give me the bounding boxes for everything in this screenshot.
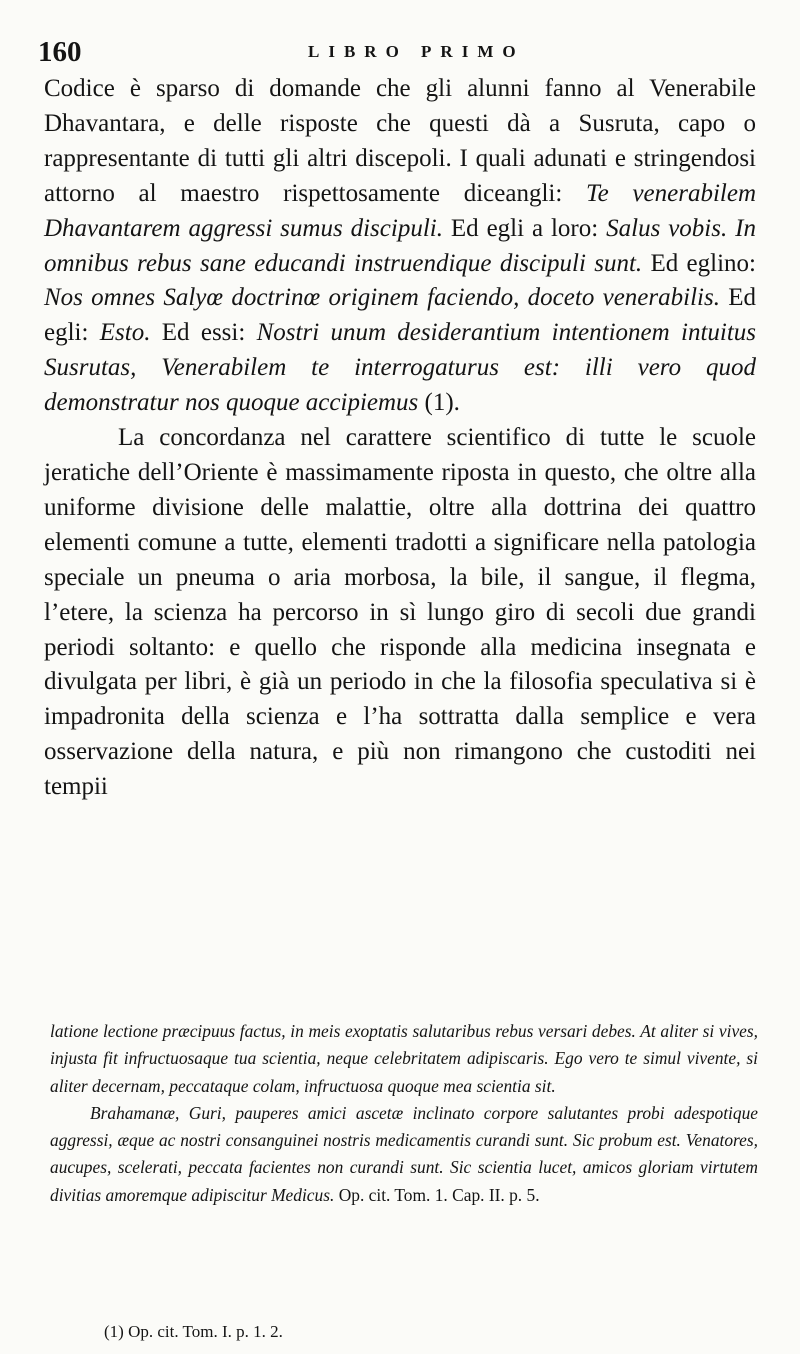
footnote: (1) Op. cit. Tom. I. p. 1. 2. bbox=[104, 1322, 283, 1341]
paragraph-2: La concordanza nel carattere scientifico di tutte le scuole jeratiche dell’Oriente è massimamente riposta in questo, che oltre alla uniforme divisione delle malattie, oltre alla dottrina dei quattro elementi comune a tutte, elementi tradotti a significare nella patologia speciale un pneuma o aria morbosa, la bile, il sangue, il flegma, l’etere, la scienza ha percorso in sì lungo giro di secoli due grandi periodi soltanto: e quello che risponde alla medicina insegnata e divulgata per libri, è già un periodo in che la filosofia speculativa si è impadronita della scienza e l’ha sottratta dalla semplice e vera osservazione della natura, e più non rimangono che custoditi nei tempii bbox=[44, 424, 756, 801]
p1-text-4: Ed egli: bbox=[44, 284, 756, 347]
page-header bbox=[38, 36, 770, 76]
p1-text-5: Ed essi: bbox=[150, 319, 257, 347]
p1-latin-1: Te venerabilem Dhavantarem aggressi sumus discipuli. bbox=[44, 179, 757, 242]
note-1 bbox=[50, 1018, 758, 1100]
note-2 bbox=[50, 1100, 758, 1209]
note-1-text: latione lectione præcipuus factus, in meis exoptatis salutaribus rebus versari debes. At aliter si vives, injusta fit infructuosaque tua scientia, neque celebritatem adipiscaris. Ego vero te simul vivente, si aliter decernam, peccataque colam, infructuosa quoque mea scientia sit. bbox=[50, 1021, 758, 1096]
p1-latin-5: Nostri unum desiderantium intentionem intuitus Susrutas, Venerabilem te interrogaturus est: illi vero quod demonstratur nos quoque accipiemus bbox=[44, 319, 757, 417]
page-number: 160 bbox=[38, 36, 82, 68]
footnote-ref: (1). bbox=[418, 389, 460, 417]
note-2-text: Brahamanæ, Guri, pauperes amici ascetæ inclinato corpore salutantes probi adespotique aggressi, æque ac nostri consanguinei nostris medicamentis curandi sunt. Sic probum est. Venatores, aucupes, scelerati, peccata facientes non curandi sunt. Sic scientia lucet, amicos gloriam virtutem divitias amoremque adipiscitur Medicus. bbox=[50, 1102, 758, 1205]
notes-block bbox=[50, 1018, 758, 1209]
p1-text-3: Ed eglino: bbox=[642, 249, 756, 277]
p1-latin-4: Esto. bbox=[99, 319, 151, 347]
main-text bbox=[44, 72, 756, 805]
running-title: LIBRO PRIMO bbox=[308, 42, 525, 61]
p1-latin-2: Salus vobis. In omnibus rebus sane educandi instruendique discipuli sunt. bbox=[44, 214, 756, 277]
p1-latin-3: Nos omnes Salyœ doctrinœ originem faciendo, doceto venerabilis. bbox=[44, 284, 720, 312]
paragraph-1 bbox=[44, 72, 756, 421]
p1-text-2: Ed egli a loro: bbox=[442, 214, 607, 242]
note-2-citation: Op. cit. Tom. 1. Cap. II. p. 5. bbox=[334, 1184, 540, 1205]
p1-text-1: Codice è sparso di domande che gli alunni fanno al Venerabile Dhavantara, e delle risposte che questi dà a Susruta, capo o rappresentante di tutti gli altri discepoli. I quali adunati e stringendosi attorno al maestro rispettosamente diceangli: bbox=[44, 75, 756, 207]
